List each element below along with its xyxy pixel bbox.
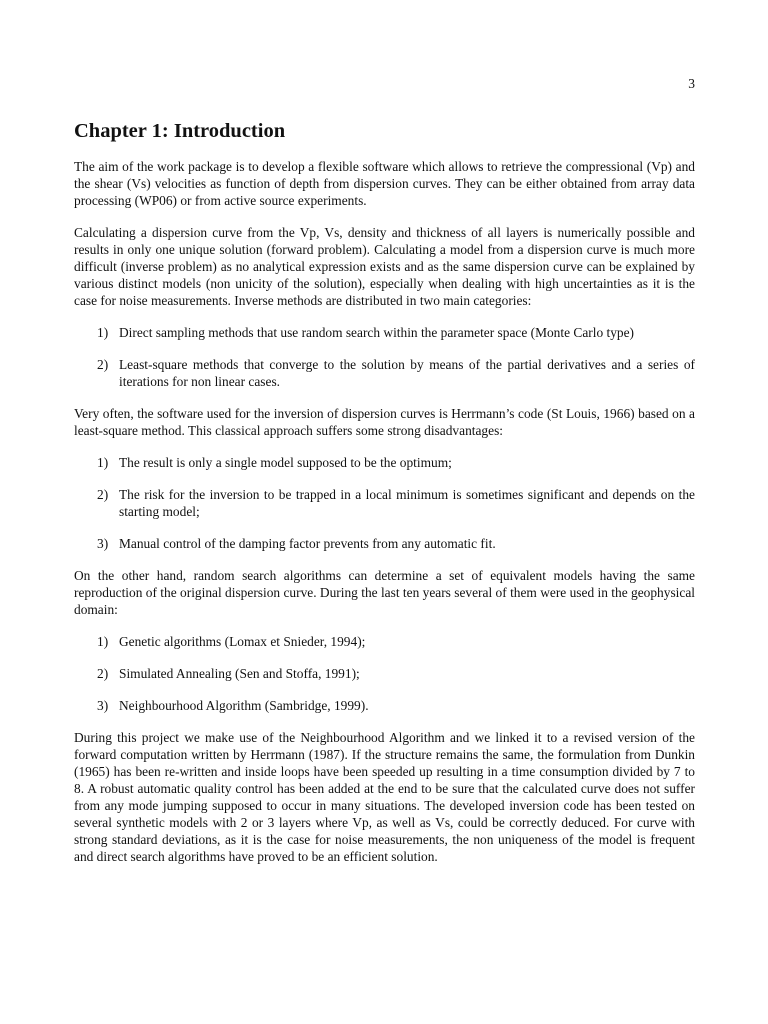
- page-number: 3: [688, 76, 695, 91]
- list-text: Neighbourhood Algorithm (Sambridge, 1999).: [119, 698, 369, 713]
- list-item: [74, 665, 695, 682]
- list-disadvantages: [74, 454, 695, 552]
- list-text: The result is only a single model supposed to be the optimum;: [119, 455, 452, 470]
- list-item: [74, 324, 695, 341]
- list-number: 3): [97, 536, 109, 551]
- list-text: Manual control of the damping factor prevents from any automatic fit.: [119, 536, 496, 551]
- list-item: [74, 697, 695, 714]
- list-text: Least-square methods that converge to the solution by means of the partial derivatives and a series of iterations for non linear cases.: [119, 357, 695, 389]
- list-number: 3): [97, 698, 109, 713]
- chapter-title: Chapter 1: Introduction: [74, 120, 286, 142]
- list-text: Simulated Annealing (Sen and Stoffa, 1991);: [119, 666, 360, 681]
- list-number: 1): [97, 455, 109, 470]
- list-number: 2): [97, 487, 109, 502]
- list-algorithms: [74, 633, 695, 714]
- paragraph-project: During this project we make use of the Neighbourhood Algorithm and we linked it to a revised version of the forward computation written by Herrmann (1987). If the structure remains the same, the formulation from Dunkin (1965) has been re-written and inside loops have been speeded up resulting in a time consumption divided by 7 to 8. A robust automatic quality control has been added at the end to be sure that the calculated curve does not suffer from any mode jumping supposed to occur in many situations. The developed inversion code has been tested on several synthetic models with 2 or 3 layers where Vp, as well as Vs, could be correctly deduced. For curve with strong standard deviations, as it is the case for noise measurements, the non uniqueness of the model is frequent and direct search algorithms have proved to be an efficient solution.: [74, 730, 695, 864]
- list-item: [74, 633, 695, 650]
- list-text: Genetic algorithms (Lomax et Snieder, 1994);: [119, 634, 366, 649]
- paragraph-aim: The aim of the work package is to develop a flexible software which allows to retrieve the compressional (Vp) and the shear (Vs) velocities as function of depth from dispersion curves. They can be either obtained from array data processing (WP06) or from active source experiments.: [74, 159, 695, 208]
- list-item: [74, 486, 695, 520]
- list-number: 1): [97, 634, 109, 649]
- list-number: 1): [97, 325, 109, 340]
- list-inverse-methods: [74, 324, 695, 390]
- list-number: 2): [97, 357, 109, 372]
- page-content: [74, 118, 695, 880]
- list-text: The risk for the inversion to be trapped in a local minimum is sometimes significant and depends on the starting model;: [119, 487, 695, 519]
- list-item: [74, 356, 695, 390]
- list-number: 2): [97, 666, 109, 681]
- paragraph-herrmann-code: Very often, the software used for the inversion of dispersion curves is Herrmann’s code (St Louis, 1966) based on a least-square method. This classical approach suffers some strong disadvantages:: [74, 406, 695, 438]
- list-item: [74, 454, 695, 471]
- paragraph-random-search: On the other hand, random search algorithms can determine a set of equivalent models having the same reproduction of the original dispersion curve. During the last ten years several of them were used in the geophysical domain:: [74, 568, 695, 617]
- list-text: Direct sampling methods that use random search within the parameter space (Monte Carlo type): [119, 325, 635, 340]
- list-item: [74, 535, 695, 552]
- paragraph-dispersion-curve: Calculating a dispersion curve from the Vp, Vs, density and thickness of all layers is numerically possible and results in only one unique solution (forward problem). Calculating a model from a dispersion curve is much more difficult (inverse problem) as no analytical expression exists and as the same dispersion curve can be explained by various distinct models (non unicity of the solution), especially when dealing with high uncertainties as it is the case for noise measurements. Inverse methods are distributed in two main categories:: [74, 225, 695, 308]
